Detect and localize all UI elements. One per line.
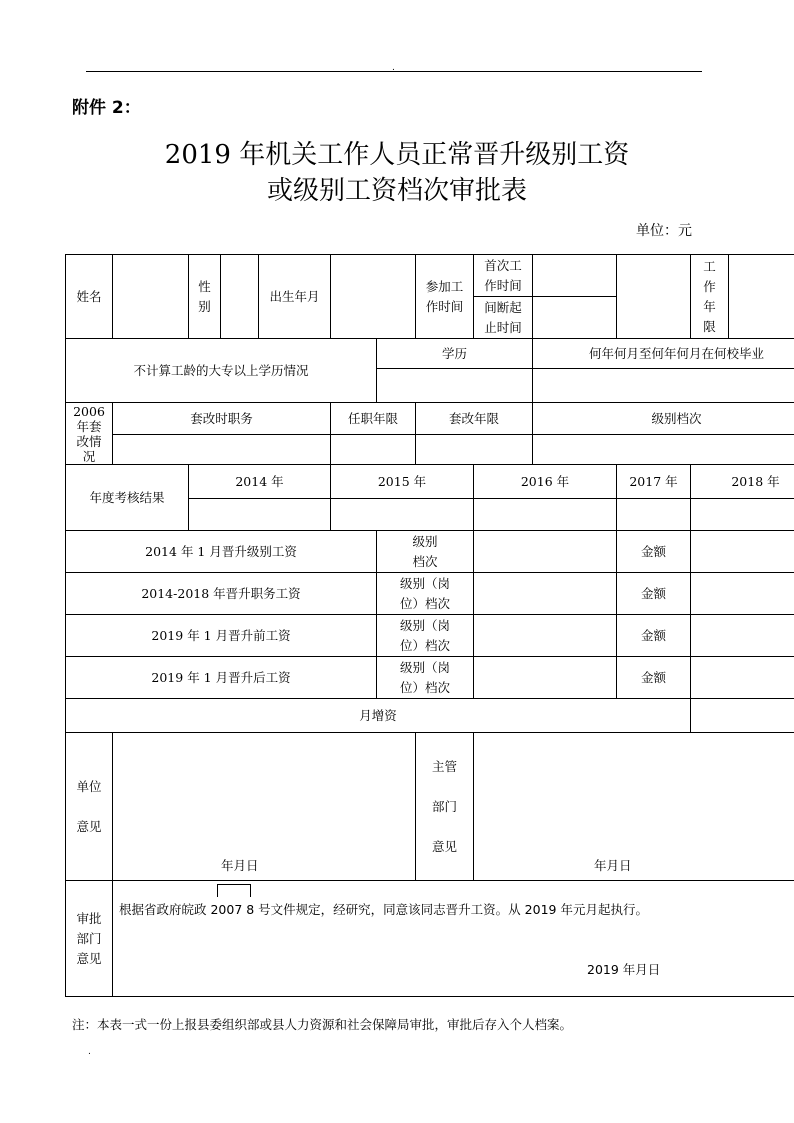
unit-opinion-label: 单位 意见	[66, 733, 113, 881]
wage-amount-value-cell[interactable]	[691, 531, 794, 573]
assessment-year-2016: 2016 年	[474, 465, 617, 499]
assessment-2018-value-cell[interactable]	[691, 499, 794, 531]
wage-row-label: 2014-2018 年晋升职务工资	[66, 573, 377, 615]
monthly-increase-value-cell[interactable]	[691, 699, 794, 733]
unit-opinion-cell[interactable]	[113, 733, 416, 881]
education-label: 不计算工龄的大专以上学历情况	[66, 339, 377, 403]
reform-position-value-cell[interactable]	[113, 435, 331, 465]
wage-amount-label: 金额	[617, 531, 691, 573]
document-number-bracket	[217, 884, 251, 897]
wage-row-label: 2019 年 1 月晋升后工资	[66, 657, 377, 699]
monthly-increase-label: 月增资	[66, 699, 691, 733]
wage-grade-value-cell[interactable]	[474, 573, 617, 615]
assessment-2017-value-cell[interactable]	[617, 499, 691, 531]
dept-opinion-label: 主管 部门 意见	[416, 733, 474, 881]
approval-date: 2019 年月日	[587, 961, 661, 977]
assessment-2014-value-cell[interactable]	[189, 499, 331, 531]
wage-grade-label: 级别（岗 位）档次	[377, 615, 474, 657]
work-years-label: 工 作 年 限	[691, 255, 729, 339]
reform-tenure-header: 任职年限	[331, 403, 416, 435]
degree-header: 学历	[377, 339, 533, 369]
dept-opinion-date: 年月日	[594, 857, 632, 873]
reform-level-grade-value-cell[interactable]	[533, 435, 794, 465]
wage-grade-value-cell[interactable]	[474, 615, 617, 657]
assessment-2015-value-cell[interactable]	[331, 499, 474, 531]
work-years-value-cell[interactable]	[729, 255, 794, 339]
gender-value-cell[interactable]	[221, 255, 259, 339]
reform-level-grade-header: 级别档次	[533, 403, 794, 435]
first-work-value-cell[interactable]	[533, 255, 617, 297]
page-title-line2: 或级别工资档次审批表	[266, 176, 527, 206]
wage-amount-label: 金额	[617, 657, 691, 699]
assessment-year-2015: 2015 年	[331, 465, 474, 499]
approval-opinion-cell[interactable]	[113, 881, 794, 997]
wage-grade-label: 级别（岗 位）档次	[377, 657, 474, 699]
wage-amount-label: 金额	[617, 573, 691, 615]
approval-form-table	[65, 254, 794, 997]
page-title-line1: 2019 年机关工作人员正常晋升级别工资	[164, 140, 630, 170]
assessment-year-2014: 2014 年	[189, 465, 331, 499]
unit-opinion-date: 年月日	[221, 857, 259, 873]
wage-grade-label: 级别（岗 位）档次	[377, 573, 474, 615]
wage-amount-value-cell[interactable]	[691, 657, 794, 699]
approval-label: 审批 部门 意见	[66, 881, 113, 997]
gender-label: 性 别	[189, 255, 221, 339]
wage-row-label: 2019 年 1 月晋升前工资	[66, 615, 377, 657]
interrupt-value-cell[interactable]	[533, 297, 617, 339]
reform-position-header: 套改时职务	[113, 403, 331, 435]
wage-grade-value-cell[interactable]	[474, 657, 617, 699]
birth-value-cell[interactable]	[331, 255, 416, 339]
assessment-year-2017: 2017 年	[617, 465, 691, 499]
assessment-label: 年度考核结果	[66, 465, 189, 531]
wage-amount-label: 金额	[617, 615, 691, 657]
assessment-2016-value-cell[interactable]	[474, 499, 617, 531]
interrupt-label: 间断起 止时间	[474, 297, 533, 339]
approval-text: 根据省政府皖政 2007 8 号文件规定，经研究，同意该同志晋升工资。从 2019 年元月起执行。	[119, 901, 648, 917]
name-value-cell[interactable]	[113, 255, 189, 339]
birth-label: 出生年月	[259, 255, 331, 339]
wage-row-label: 2014 年 1 月晋升级别工资	[66, 531, 377, 573]
wage-amount-value-cell[interactable]	[691, 615, 794, 657]
join-work-label: 参加工 作时间	[416, 255, 474, 339]
graduation-value-cell[interactable]	[533, 369, 794, 403]
header-dot: .	[392, 63, 395, 73]
name-label: 姓名	[66, 255, 113, 339]
footnote: 注：本表一式一份上报县委组织部或县人力资源和社会保障局审批，审批后存入个人档案。	[72, 1017, 573, 1032]
wage-grade-label: 级别 档次	[377, 531, 474, 573]
graduation-header: 何年何月至何年何月在何校毕业	[533, 339, 794, 369]
footer-dot: .	[88, 1047, 91, 1057]
first-work-label: 首次工 作时间	[474, 255, 533, 297]
unit-label: 单位：元	[636, 223, 692, 239]
wage-amount-value-cell[interactable]	[691, 573, 794, 615]
reform-years-value-cell[interactable]	[416, 435, 533, 465]
row1-blank-cell	[617, 255, 691, 339]
reform-years-header: 套改年限	[416, 403, 533, 435]
reform-tenure-value-cell[interactable]	[331, 435, 416, 465]
wage-grade-value-cell[interactable]	[474, 531, 617, 573]
attachment-label: 附件 2：	[72, 98, 141, 118]
assessment-year-2018: 2018 年	[691, 465, 794, 499]
degree-value-cell[interactable]	[377, 369, 533, 403]
dept-opinion-cell[interactable]	[474, 733, 794, 881]
reform2006-label: 2006 年套 改情 况	[66, 403, 113, 465]
